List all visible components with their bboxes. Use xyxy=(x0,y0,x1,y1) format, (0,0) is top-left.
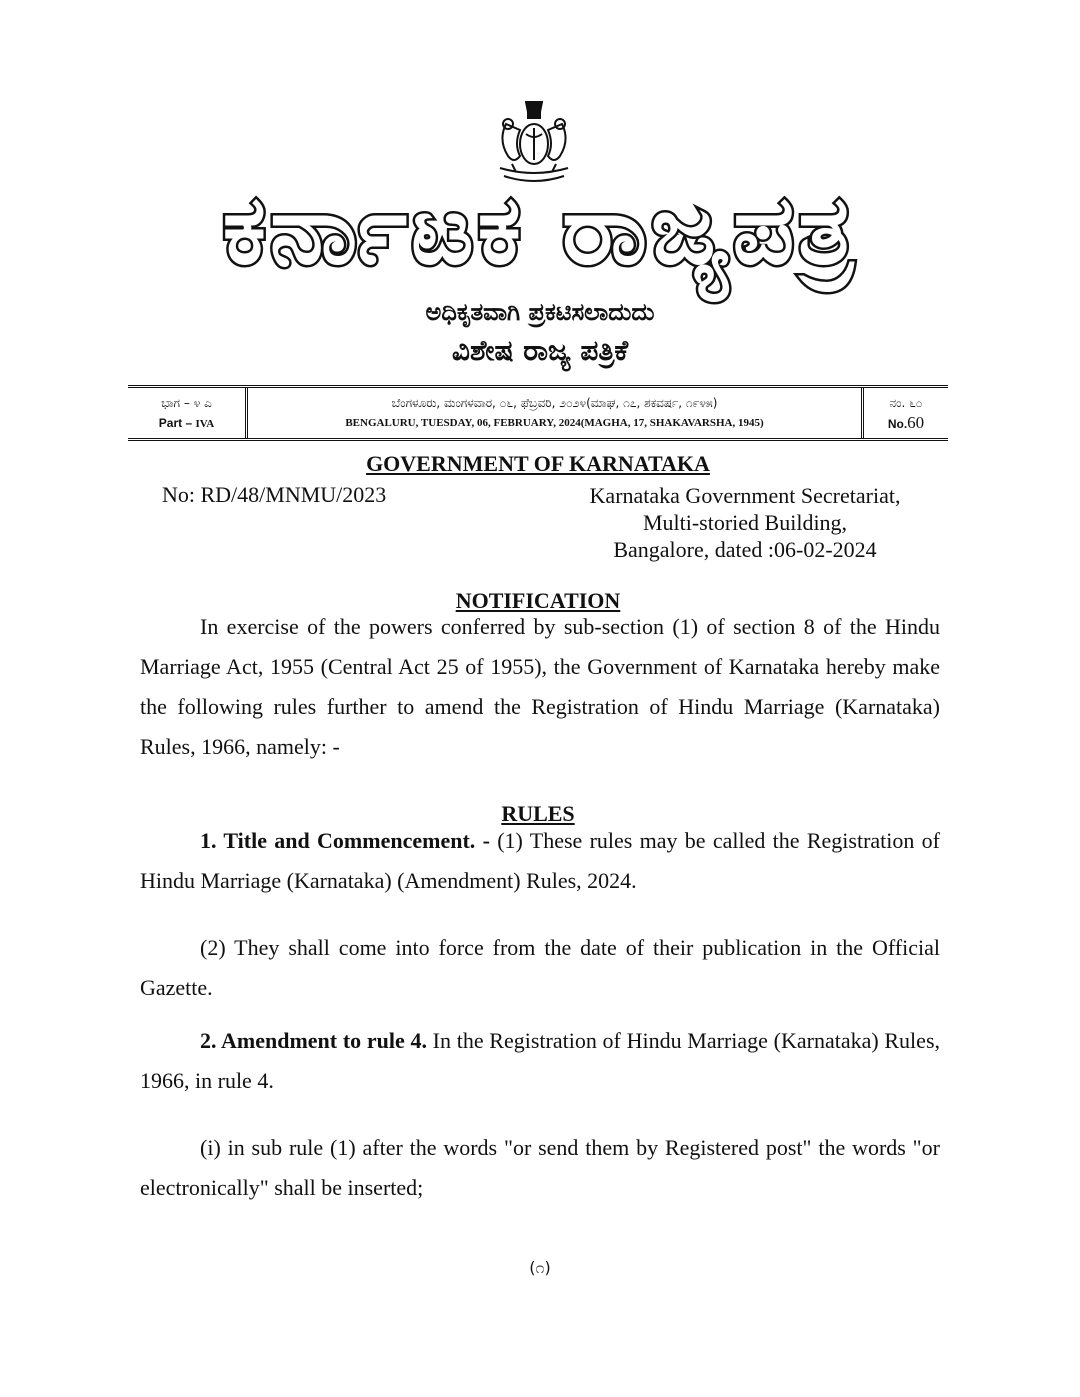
rule-1-subrule-2: (2) They shall come into force from the date of their publication in the Official Gazette. xyxy=(140,935,940,1000)
part-cell xyxy=(128,388,248,438)
issue-number-cell xyxy=(864,388,948,438)
gazette-subtitle-special: ವಿಶೇಷ ರಾಜ್ಯ ಪತ್ರಿಕೆ xyxy=(451,334,629,367)
rule-2-heading: 2. Amendment to rule 4. xyxy=(200,1028,427,1053)
page-number: (೧) xyxy=(529,1258,551,1277)
rule-1-text: (1) These rules may be called the Registration of Hindu Marriage (Karnataka) (Amendment) Rules, 2024. xyxy=(140,828,941,893)
date-kannada: ಬೆಂಗಳೂರು, ಮಂಗಳವಾರ, ೦೬, ಫೆಬ್ರವರಿ, ೨೦೨೪(ಮಾಘ, ೧೭, ಶಕವರ್ಷ, ೧೯೪೫) xyxy=(391,396,718,410)
address-line-3: Bangalore, dated :06-02-2024 xyxy=(613,537,877,562)
address-line-1: Karnataka Government Secretariat, xyxy=(589,483,901,508)
rule-2-paragraph xyxy=(140,1021,940,1101)
government-title: GOVERNMENT OF KARNATAKA xyxy=(366,451,710,476)
part-kannada: ಭಾಗ – ೪ ಎ xyxy=(161,395,212,410)
rule-1-heading: 1. Title and Commencement. - xyxy=(200,828,490,853)
gazette-masthead: ಕರ್ನಾಟಕ ರಾಜ್ಯಪತ್ರ xyxy=(222,174,858,286)
rule-2-subrule-1: (i) in sub rule (1) after the words "or send them by Registered post" the words "or electronically" shall be inserted; xyxy=(140,1135,940,1200)
date-cell xyxy=(248,388,864,438)
address-line-2: Multi-storied Building, xyxy=(642,510,848,535)
reference-number: No: RD/48/MNMU/2023 xyxy=(162,482,387,507)
intro-paragraph: In exercise of the powers conferred by sub-section (1) of section 8 of the Hindu Marriage Act, 1955 (Central Act 25 of 1955), the Government of Karnataka hereby make the following rules further to amend the Registration of Hindu Marriage (Karnataka) Rules, 1966, namely: - xyxy=(140,614,940,759)
issue-number-english: No.60 xyxy=(887,412,925,432)
rules-title: RULES xyxy=(501,801,575,826)
issuing-address xyxy=(560,482,930,563)
part-english: Part – IVA xyxy=(158,415,215,430)
rule-1-paragraph xyxy=(140,821,940,901)
gazette-info-strip xyxy=(128,385,948,441)
date-english: BENGALURU, TUESDAY, 06, FEBRUARY, 2024(MAGHA, 17, SHAKAVARSHA, 1945) xyxy=(345,417,764,429)
notification-title: NOTIFICATION xyxy=(455,588,621,613)
issue-number-kannada: ನಂ. ೬೦ xyxy=(889,395,923,410)
rule-2-text: In the Registration of Hindu Marriage (Karnataka) Rules, 1966, in rule 4. xyxy=(140,1028,941,1093)
gazette-subtitle-official: ಅಧಿಕೃತವಾಗಿ ಪ್ರಕಟಿಸಲಾದುದು xyxy=(425,298,655,326)
